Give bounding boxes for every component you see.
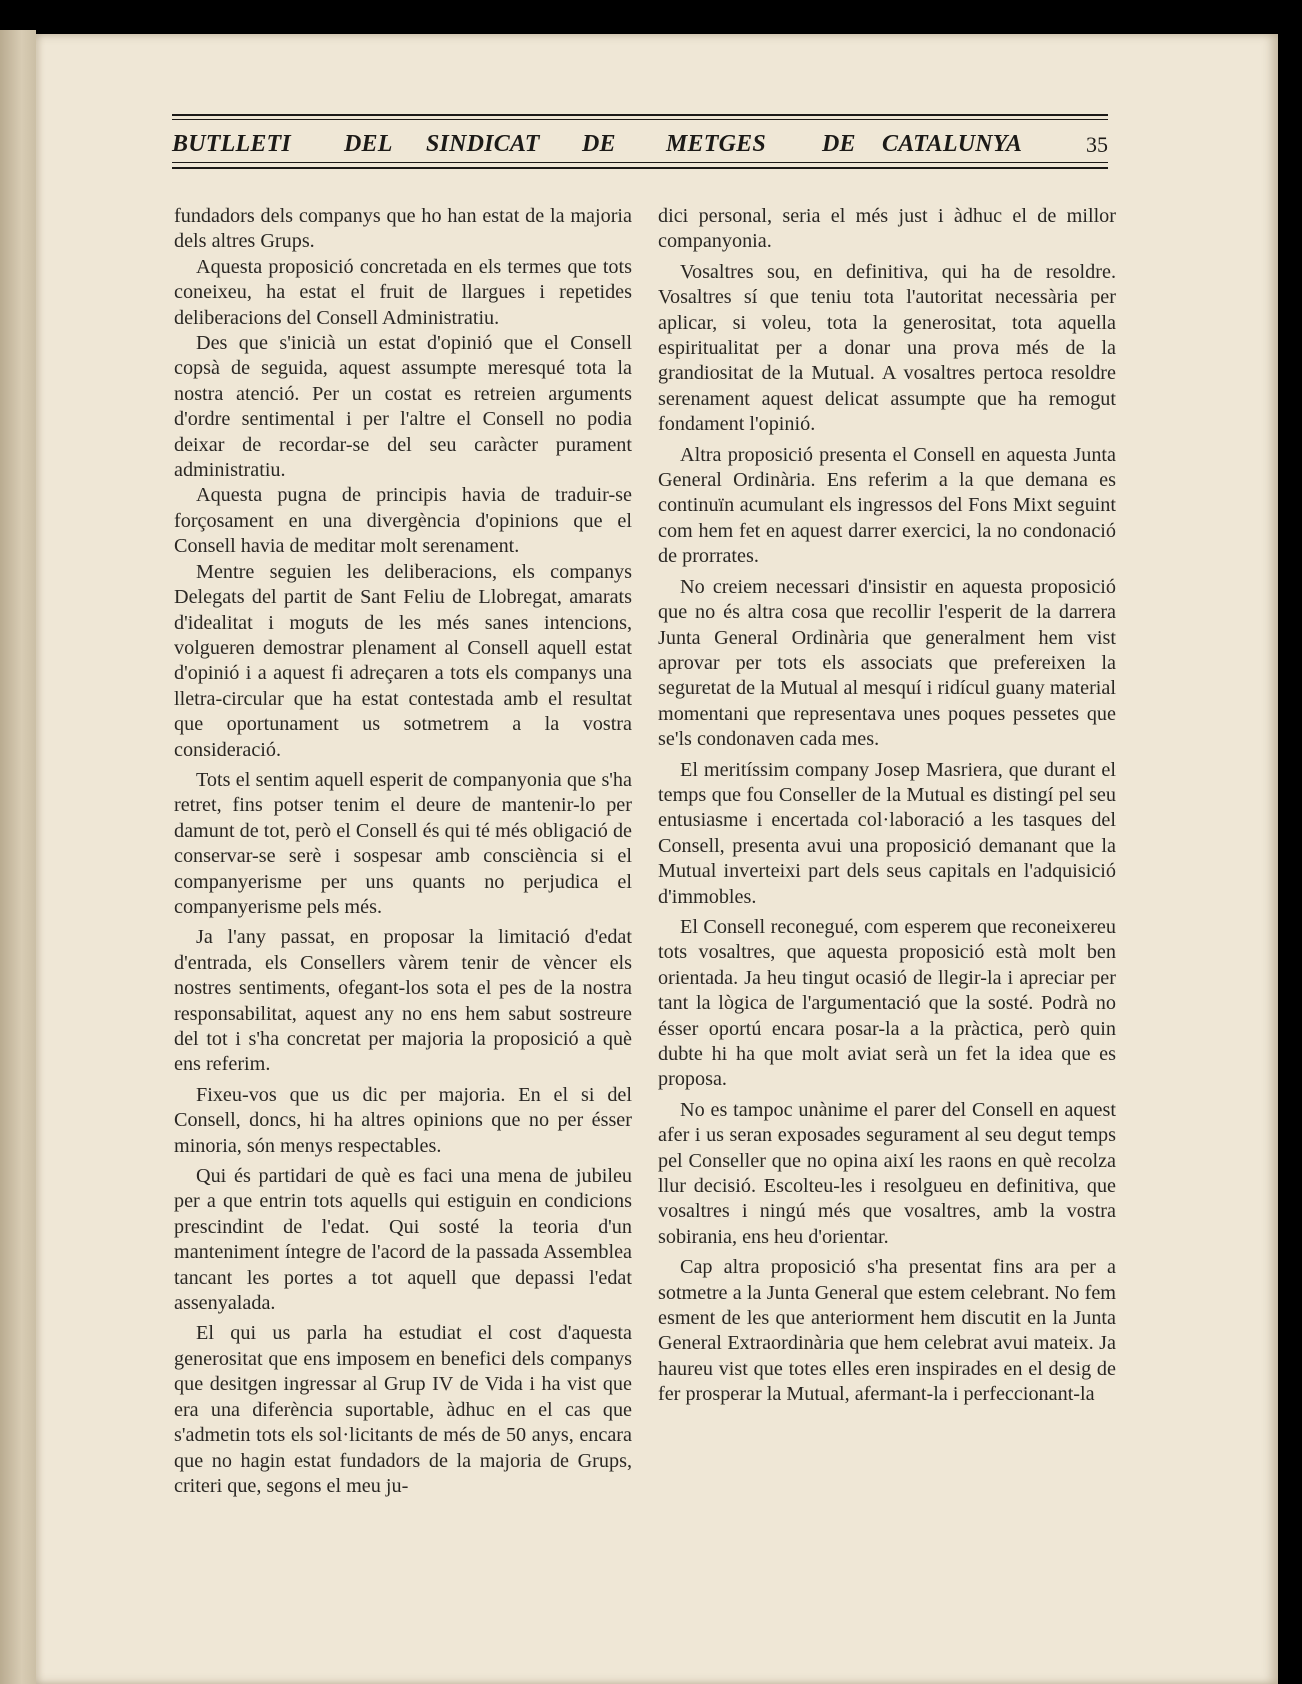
paragraph: El Consell reconegué, com esperem que reconeixereu tots vosaltres, que aquesta proposició està molt ben orientada. Ja heu tingut ocasió de llegir-la i apreciar per tant la lògica de l'argumentació que la sosté. Podrà no ésser oportú encara posar-la a la pràctica, però quin dubte hi ha que molt aviat serà un fet la idea que es proposa. [658, 915, 1116, 1091]
paragraph: Aquesta proposició concretada en els termes que tots coneixeu, ha estat el fruit de llargues i repetides deliberacions del Consell Administratiu. [174, 255, 632, 329]
paragraph: Mentre seguien les deliberacions, els companys Delegats del partit de Sant Feliu de Llobregat, amarats d'idealitat i moguts de les més sanes intencions, volgueren demostrar plenament al Consell aquell estat d'opinió i a aquest fi adreçaren a tots els companys una lletra-circular que ha estat contestada amb el resultat que oportunament us sotmetrem a la vostra consideració. [174, 560, 632, 761]
title-word: DEL [344, 131, 393, 157]
running-header [172, 114, 1108, 170]
paragraph: dici personal, seria el més just i àdhuc el de millor companyonia. [658, 205, 1116, 253]
paragraph: No creiem necessari d'insistir en aquesta proposició que no és altra cosa que recollir l'esperit de la darrera Junta General Ordinària que generalment hem vist aprovar per tots els associats que prefereixen la seguretat de la Mutual al mesquí i ridícul guany material momentani que representava unes poques pessetes que se'ls condonaven cada mes. [658, 575, 1116, 751]
left-column [174, 204, 632, 1499]
title-word: SINDICAT [426, 131, 540, 157]
paragraph: El qui us parla ha estudiat el cost d'aquesta generositat que ens imposem en benefici dels companys que desitgen ingressar al Grup IV de Vida i ha vist que era una diferència suportable, àdhuc en el cas que s'admetin tots els sol·licitants de més de 50 anys, encara que no hagin estat fundadors de la majoria de Grups, criteri que, segons el meu ju- [174, 1322, 632, 1497]
paragraph: No es tampoc unànime el parer del Consell en aquest afer i us seran exposades segurament al seu degut temps pel Conseller que no opina així les raons en què recolza llur decisió. Escolteu-les i resolgueu en definitiva, que vosaltres i ningú més que vosaltres, amb la vostra sobirania, ens heu d'orientar. [658, 1098, 1116, 1248]
paragraph: Altra proposició presenta el Consell en aquesta Junta General Ordinària. Ens referim a la que demana es continuïn acumulant els ingressos del Fons Mixt seguint com hem fet en aquest darrer exercici, la no condonació de prorrates. [658, 443, 1116, 568]
header-bottom-rule [172, 167, 1108, 169]
header-bottom-rule-thin [172, 162, 1108, 163]
paragraph: fundadors dels companys que ho han estat de la majoria dels altres Grups. [174, 205, 632, 253]
previous-page-edge [0, 30, 36, 1684]
paragraph: Qui és partidari de què es faci una mena de jubileu per a que entrin tots aquells qui estiguin en condicions prescindint de l'edat. Qui sosté la teoria d'un manteniment íntegre de l'acord de la passada Assemblea tancant les portes a tot aquell que depassi l'edat assenyalada. [174, 1165, 632, 1315]
right-column [658, 204, 1116, 1408]
title-word: CATALUNYA [882, 131, 1023, 157]
page-number: 35 [1086, 132, 1108, 157]
paragraph: Des que s'inicià un estat d'opinió que el Consell copsà de seguida, aquest assumpte meresqué tota la nostra atenció. Per un costat es retreien arguments d'ordre sentimental i per l'altre el Consell no podia deixar de recordar-se del seu caràcter purament administratiu. [174, 332, 632, 482]
paragraph: El meritíssim company Josep Masriera, que durant el temps que fou Conseller de la Mutual es distingí pel seu entusiasme i encertada col·laboració a les tasques del Consell, presenta avui una proposició demanant que la Mutual inverteixi part dels seus capitals en l'adquisició d'immobles. [658, 758, 1116, 908]
title-word: METGES [666, 131, 766, 157]
paragraph: Fixeu-vos que us dic per majoria. En el si del Consell, doncs, hi ha altres opinions que no per ésser minoria, són menys respectables. [174, 1083, 632, 1157]
journal-title [172, 131, 1108, 159]
paragraph: Vosaltres sou, en definitiva, qui ha de resoldre. Vosaltres sí que teniu tota l'autoritat necessària per aplicar, si voleu, tota la generositat, tota aquella espiritualitat per a donar una prova més de la grandiositat de la Mutual. A vosaltres pertoca resoldre serenament aquest delicat assumpte que ha remogut fondament l'opinió. [658, 260, 1116, 436]
title-word: DE [822, 131, 856, 157]
header-top-rule [172, 114, 1108, 116]
header-top-rule-thin [172, 119, 1108, 120]
title-word: DE [582, 131, 616, 157]
paragraph: Cap altra proposició s'ha presentat fins ara per a sotmetre a la Junta General que estem celebrant. No fem esment de les que anteriorment hem discutit en la Junta General Extraordinària que hem celebrat avui mateix. Ja haureu vist que totes elles eren inspirades en el desig de fer prosperar la Mutual, afermant-la i perfeccionant-la [658, 1256, 1116, 1406]
paragraph: Aquesta pugna de principis havia de traduir-se forçosament en una divergència d'opinions que el Consell havia de meditar molt serenament. [174, 484, 632, 558]
paragraph: Ja l'any passat, en proposar la limitació d'edat d'entrada, els Consellers vàrem tenir de vèncer els nostres sentiments, ofegant-los sota el pes de la nostra responsabilitat, aquest any no ens hem sabut sostreure del tot i s'ha concretat per majoria la proposició a què ens referim. [174, 926, 632, 1076]
paragraph: Tots el sentim aquell esperit de companyonia que s'ha retret, fins potser tenim el deure de mantenir-lo per damunt de tot, però el Consell és qui té més obligació de conservar-se serè i sospesar amb consciència si el companyerisme per uns quants no perjudica el companyerisme pels més. [174, 768, 632, 918]
title-word: BUTLLETI [172, 131, 291, 157]
